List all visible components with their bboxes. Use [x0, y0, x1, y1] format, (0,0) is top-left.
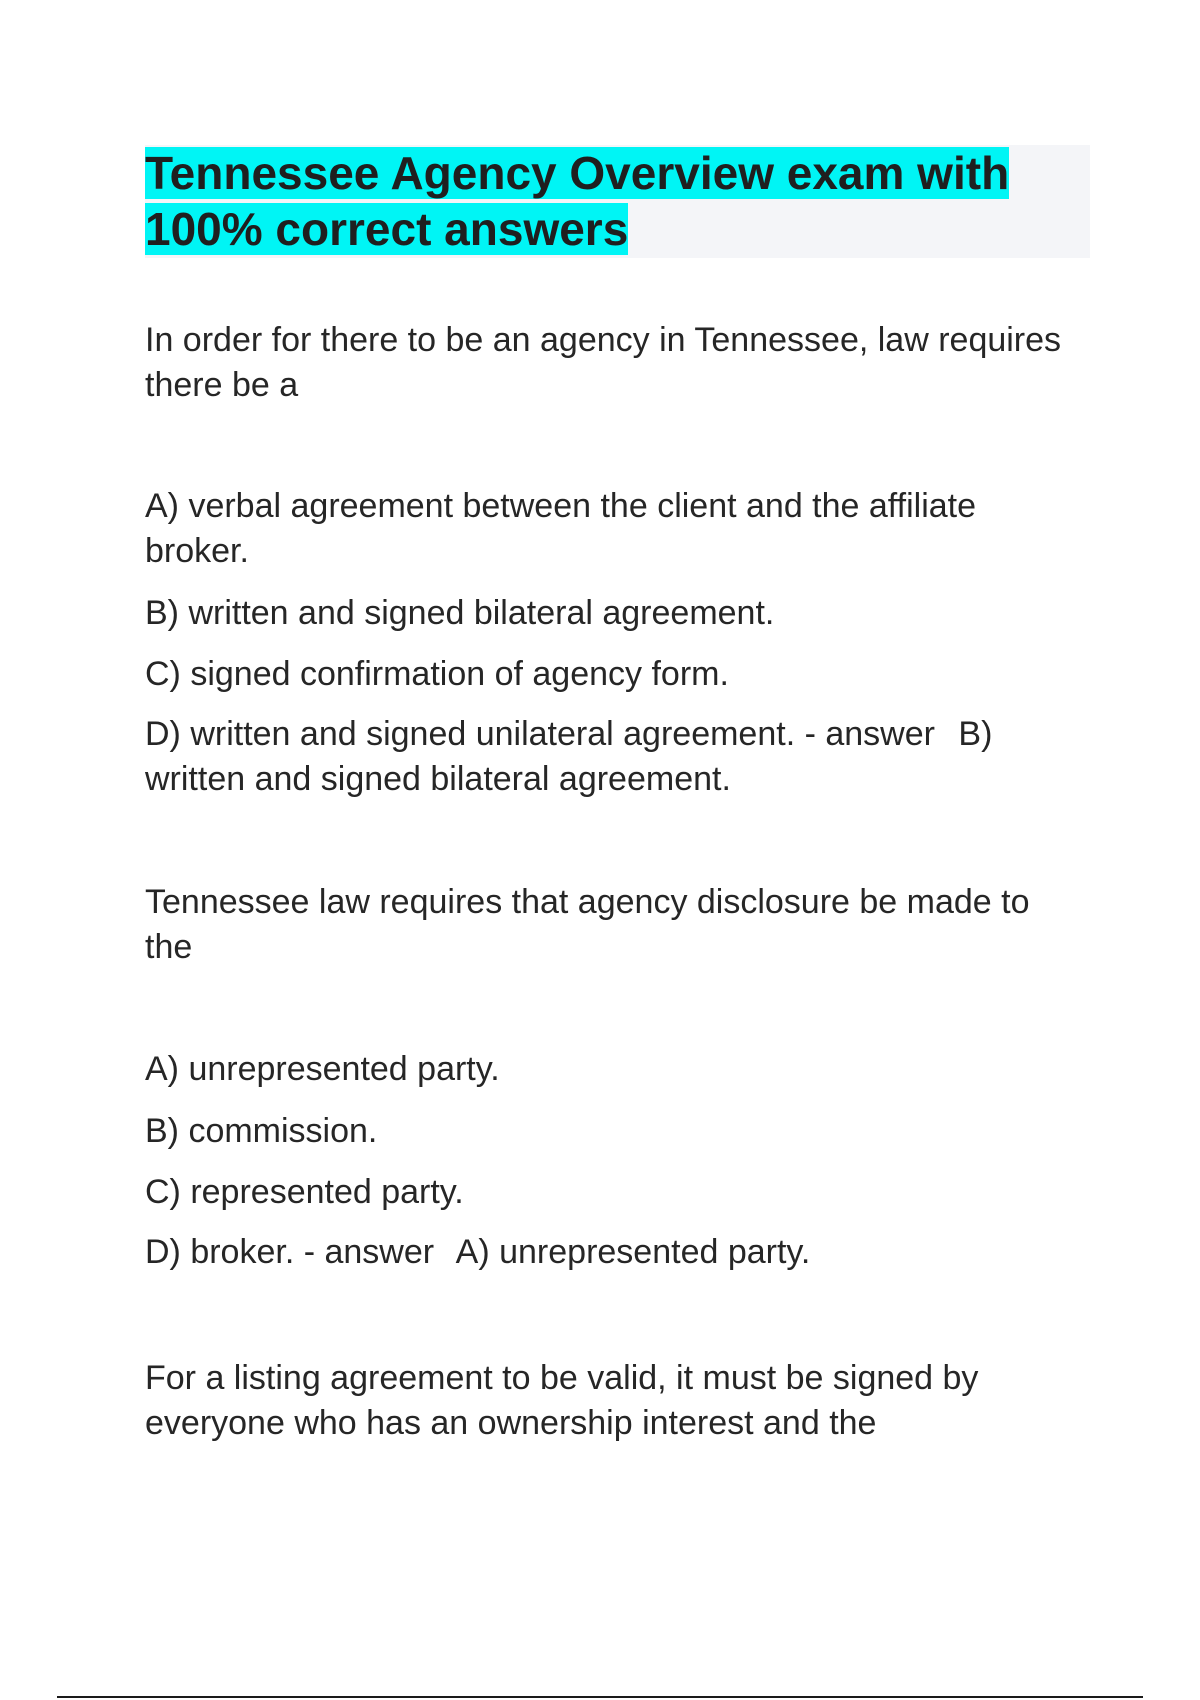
question-1-option-b: B) written and signed bilateral agreement. — [145, 594, 775, 632]
question-2-option-a: A) unrepresented party. — [145, 1050, 500, 1088]
question-2-option-c: C) represented party. — [145, 1173, 464, 1211]
question-1-option-d-with-answer — [145, 712, 1065, 802]
question-1-option-d: D) written and signed unilateral agreement. - answer — [145, 715, 935, 753]
question-2-option-b: B) commission. — [145, 1112, 378, 1150]
question-1-prompt: In order for there to be an agency in Tennessee, law requires there be a — [145, 321, 1062, 404]
question-3-prompt: For a listing agreement to be valid, it must be signed by everyone who has an ownership interest and the — [145, 1359, 979, 1442]
question-1-option-c: C) signed confirmation of agency form. — [145, 655, 729, 693]
document-title — [145, 145, 1075, 257]
question-2-option-d: D) broker. - answer — [145, 1233, 435, 1271]
question-2-answer: A) unrepresented party. — [455, 1233, 811, 1271]
question-1-option-a: A) verbal agreement between the client and the affiliate broker. — [145, 487, 977, 570]
question-2-prompt: Tennessee law requires that agency disclosure be made to the — [145, 883, 1030, 966]
question-1-answer: B) written and signed bilateral agreement. — [145, 715, 993, 798]
question-2-option-d-with-answer — [145, 1230, 1065, 1275]
title-highlight: Tennessee Agency Overview exam with 100% correct answers — [145, 147, 1010, 255]
footer-rule — [57, 1696, 1143, 1698]
